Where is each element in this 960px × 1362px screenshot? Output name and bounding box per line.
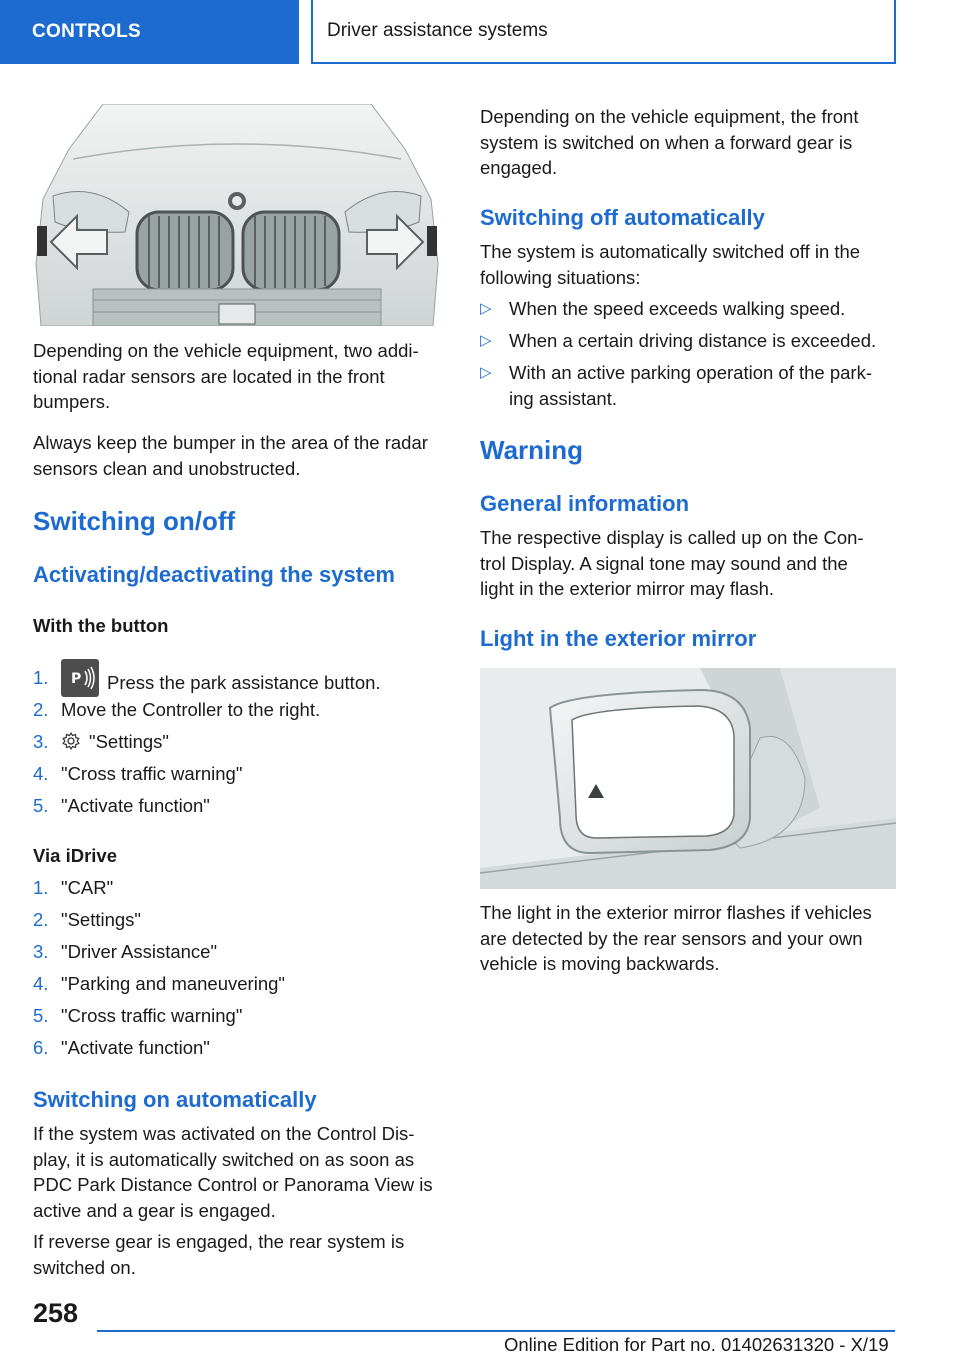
intro-text-2: Always keep the bumper in the area of the radar sensors clean and unobstructed. xyxy=(33,432,428,479)
svg-text:P: P xyxy=(71,671,82,687)
heading-warning: Warning xyxy=(480,435,584,465)
heading-activating: Activating/deactivating the system xyxy=(33,562,395,587)
gear-icon xyxy=(61,731,81,751)
heading-switching-off-automatically: Switching off automatically xyxy=(480,205,765,230)
triangle-bullet-icon: ▷ xyxy=(480,332,492,349)
triangle-bullet-icon: ▷ xyxy=(480,300,492,317)
heading-via-idrive: Via iDrive xyxy=(33,845,117,866)
auto-on-text: If the system was activated on the Control Dis- play, it is automatically switched on as soon as PDC Park Distance Control or Panorama View is active and a gear is engaged. xyxy=(33,1123,433,1221)
edition-text: Online Edition for Part no. 01402631320 - X/19 xyxy=(504,1334,889,1355)
exterior-mirror-illustration xyxy=(480,668,896,889)
heading-switching-on-off: Switching on/off xyxy=(33,506,236,536)
auto-off-text: The system is automatically switched off in the following situations: xyxy=(480,241,861,288)
heading-with-button: With the button xyxy=(33,615,169,636)
car-front-radar-illustration xyxy=(33,104,441,326)
triangle-bullet-icon: ▷ xyxy=(480,364,492,381)
heading-general-information: General information xyxy=(480,491,690,516)
reverse-gear-text: If reverse gear is engaged, the rear system is switched on. xyxy=(33,1231,405,1278)
heading-switching-on-automatically: Switching on automatically xyxy=(33,1087,317,1112)
light-mirror-text: The light in the exterior mirror flashes if vehicles are detected by the rear sensors and your own vehicle is moving backwards. xyxy=(480,902,872,974)
page-number: 258 xyxy=(33,1298,79,1328)
intro-text-1: Depending on the vehicle equipment, two addi- tional radar sensors are located in the front bumpers. xyxy=(33,340,419,412)
general-info-text: The respective display is called up on the Con- trol Display. A signal tone may sound and the light in the exterior mirror may flash. xyxy=(480,527,864,599)
front-system-text: Depending on the vehicle equipment, the front system is switched on when a forward gear is engaged. xyxy=(480,106,859,178)
park-assist-button-icon xyxy=(61,659,99,697)
section-tab: CONTROLS xyxy=(0,0,299,64)
heading-light-exterior-mirror: Light in the exterior mirror xyxy=(480,626,757,651)
footer-divider xyxy=(97,1330,895,1332)
chapter-title: Driver assistance systems xyxy=(311,0,896,64)
